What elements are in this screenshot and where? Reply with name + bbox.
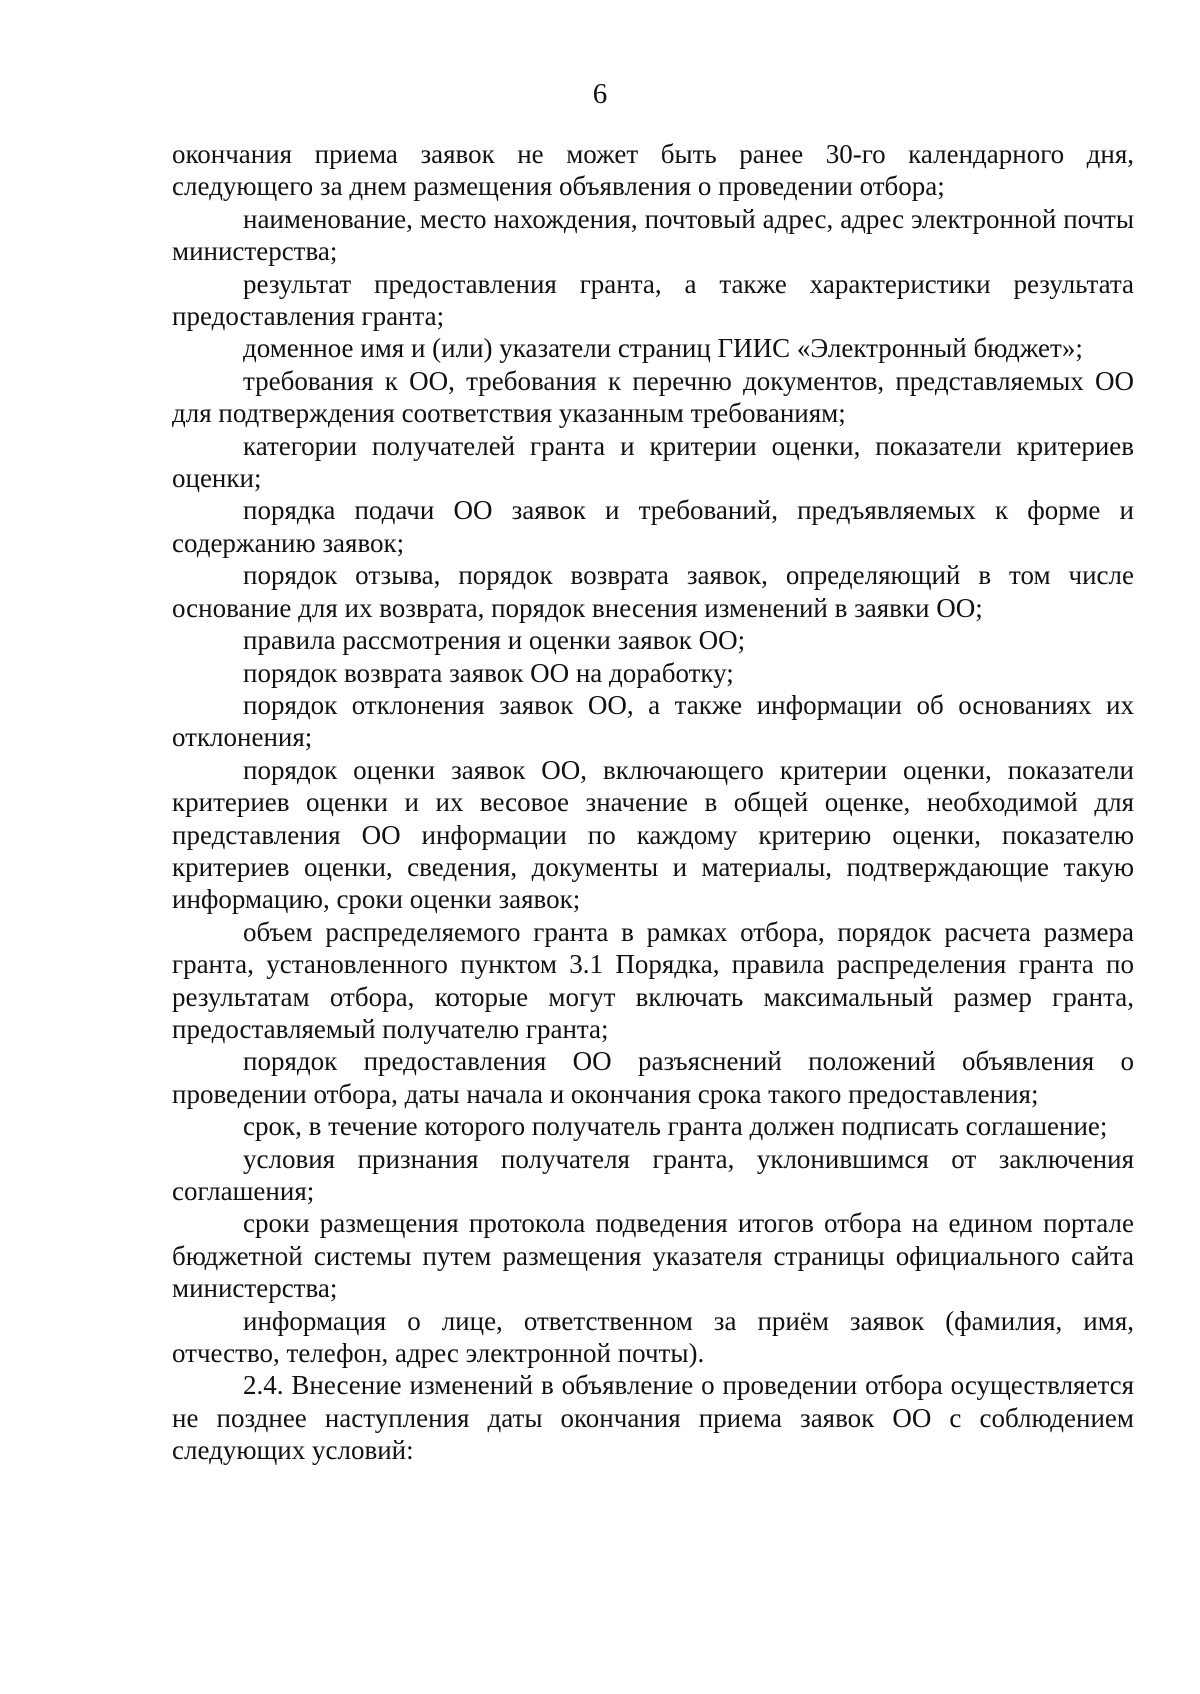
paragraph: порядок оценки заявок ОО, включающего критерии оценки, показатели критериев оценки и их весовое значение в общей оценке, необходимой для представления ОО информации по каждому критерию оценки, показателю критериев оценки, сведения, документы и материалы, подтверждающие такую информацию, сроки оценки заявок; <box>172 754 1134 915</box>
paragraph: окончания приема заявок не может быть ранее 30-го календарного дня, следующего за днем размещения объявления о проведении отбора; <box>172 139 1134 202</box>
paragraph: категории получателей гранта и критерии оценки, показатели критериев оценки; <box>172 430 1134 494</box>
document-body <box>172 138 1134 1467</box>
paragraph: порядок отклонения заявок ОО, а также информации об основаниях их отклонения; <box>172 689 1134 753</box>
paragraph: правила рассмотрения и оценки заявок ОО; <box>243 625 746 656</box>
paragraph: срок, в течение которого получатель гранта должен подписать соглашение; <box>243 1111 1108 1142</box>
paragraph: наименование, место нахождения, почтовый адрес, адрес электронной почты министерства; <box>172 203 1134 267</box>
paragraph: результат предоставления гранта, а также характеристики результата предоставления гранта; <box>172 268 1134 332</box>
paragraph: доменное имя и (или) указатели страниц ГИИС «Электронный бюджет»; <box>243 333 1083 364</box>
paragraph: объем распределяемого гранта в рамках отбора, порядок расчета размера гранта, установленного пунктом 3.1 Порядка, правила распределения гранта по результатам отбора, которые могут включать максимальный размер гранта, предоставляемый получателю гранта; <box>172 916 1134 1044</box>
paragraph: условия признания получателя гранта, уклонившимся от заключения соглашения; <box>172 1143 1134 1206</box>
page-number: 6 <box>592 78 608 110</box>
paragraph: информация о лице, ответственном за приём заявок (фамилия, имя, отчество, телефон, адрес электронной почты). <box>172 1305 1134 1369</box>
paragraph: порядок возврата заявок ОО на доработку; <box>243 657 734 688</box>
paragraph: сроки размещения протокола подведения итогов отбора на едином портале бюджетной системы путем размещения указателя страницы официального сайта министерства; <box>172 1208 1134 1304</box>
paragraph: 2.4. Внесение изменений в объявление о проведении отбора осуществляется не позднее наступления даты окончания приема заявок ОО с соблюдением следующих условий: <box>172 1370 1134 1466</box>
paragraph: требования к ОО, требования к перечню документов, представляемых ОО для подтверждения соответствия указанным требованиям; <box>172 365 1134 429</box>
paragraph: порядок отзыва, порядок возврата заявок, определяющий в том числе основание для их возврата, порядок внесения изменений в заявки ОО; <box>172 560 1134 623</box>
paragraph: порядок предоставления ОО разъяснений положений объявления о проведении отбора, даты начала и окончания срока такого предоставления; <box>172 1046 1134 1109</box>
paragraph: порядка подачи ОО заявок и требований, предъявляемых к форме и содержанию заявок; <box>172 495 1134 558</box>
